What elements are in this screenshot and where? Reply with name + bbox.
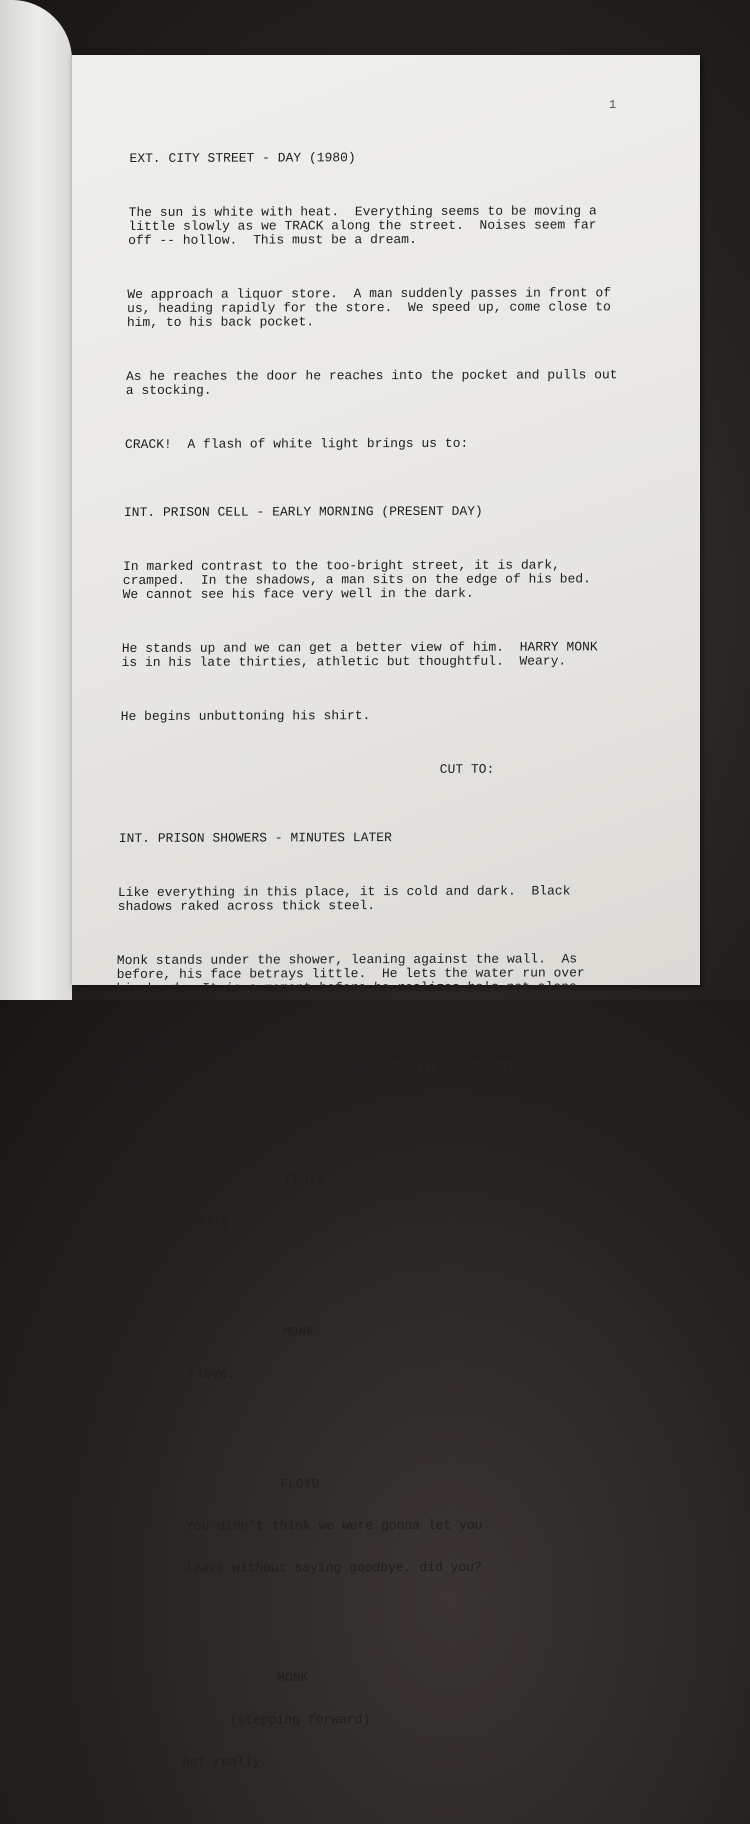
scene-heading: INT. PRISON SHOWERS - MINUTES LATER (118, 830, 392, 846)
dialogue-line: You didn't think we were gonna let you (185, 1517, 483, 1534)
action-line: cramped. In the shadows, a man sits on the edge of his bed. (122, 571, 592, 588)
action-line: is in his late thirties, athletic but thoughtful. Weary. (121, 653, 567, 670)
character-name: MONK (277, 1670, 309, 1686)
action-paragraph (118, 884, 678, 914)
dialogue-line: leave without saying goodbye, did you? (185, 1559, 482, 1576)
dialogue-block (104, 1642, 666, 1798)
action-line: As he reaches the door he reaches into the pocket and pulls out (125, 367, 618, 384)
dialogue-block (107, 1448, 669, 1604)
action-line: shadows raked across thick steel. (117, 898, 376, 914)
scene-heading: EXT. CITY STREET - DAY (1980) (129, 150, 356, 166)
action-line: a stocking. (125, 382, 212, 398)
action-line: In marked contrast to the too-bright street, it is dark, (122, 557, 561, 574)
action-line: little slowly as we TRACK along the street. Noises seem far (128, 217, 597, 234)
action-paragraph (122, 558, 683, 602)
action-line: away, staring at him. At its head are the prodigious FLOYD and (115, 1047, 607, 1064)
action-line: him, to his back pocket. (126, 314, 315, 330)
action-line: He stands up and we can get a better view of him. HARRY MONK (121, 639, 598, 656)
character-name: FLOYD (280, 1476, 320, 1492)
action-paragraph (127, 286, 688, 330)
action-line: his head. It is a moment before he realizes he's not alone. (116, 979, 585, 996)
screenplay-text (103, 122, 690, 1824)
action-paragraph (125, 436, 685, 452)
action-line: Monk stands under the shower, leaning against the wall. As (116, 951, 578, 968)
action-line: off -- hollow. This must be a dream. (128, 231, 417, 248)
dialogue-block (110, 1296, 672, 1410)
page-number: 1 (609, 98, 617, 112)
scene-heading: INT. PRISON CELL - EARLY MORNING (PRESENT DAY) (123, 503, 483, 520)
action-line: We cannot see his face very well in the dark. (122, 585, 474, 602)
character-name: FLOYD (284, 1172, 325, 1188)
dialogue-line: Harry. (190, 1214, 238, 1230)
action-line: The sun is white with heat. Everything seems to be moving a (128, 203, 597, 220)
action-line: before, his face betrays little. He lets the water run over (116, 965, 585, 982)
dialogue-block (112, 1144, 674, 1258)
action-paragraph (116, 952, 677, 996)
dialogue-line: Not really. (182, 1754, 269, 1770)
action-line: his addled junkie side-kick SHARKY. Unlike Monk, they are all (115, 1061, 599, 1078)
action-line: dressed. (114, 1076, 178, 1092)
character-name: MONK (282, 1324, 314, 1340)
action-line: CRACK! A flash of white light brings us to: (124, 435, 469, 452)
parenthetical: (stepping forward) (229, 1712, 371, 1728)
action-line: He begins unbuttoning his shirt. (120, 708, 371, 724)
previous-page-edge (0, 0, 72, 1000)
action-paragraph (121, 640, 681, 670)
action-paragraph (126, 368, 686, 398)
dialogue-line: Floyd. (188, 1366, 236, 1382)
action-line: Like everything in this place, it is cold and dark. Black (117, 883, 571, 900)
action-line: An unsavory looking group of about six men stand several feet (115, 1033, 592, 1050)
action-paragraph (121, 708, 681, 724)
action-line: We approach a liquor store. A man suddenly passes in front of (127, 285, 612, 302)
transition: CUT TO: (439, 761, 495, 777)
action-paragraph (128, 204, 689, 248)
action-paragraph (115, 1034, 676, 1092)
action-line: us, heading rapidly for the store. We speed up, come close to (126, 299, 611, 316)
